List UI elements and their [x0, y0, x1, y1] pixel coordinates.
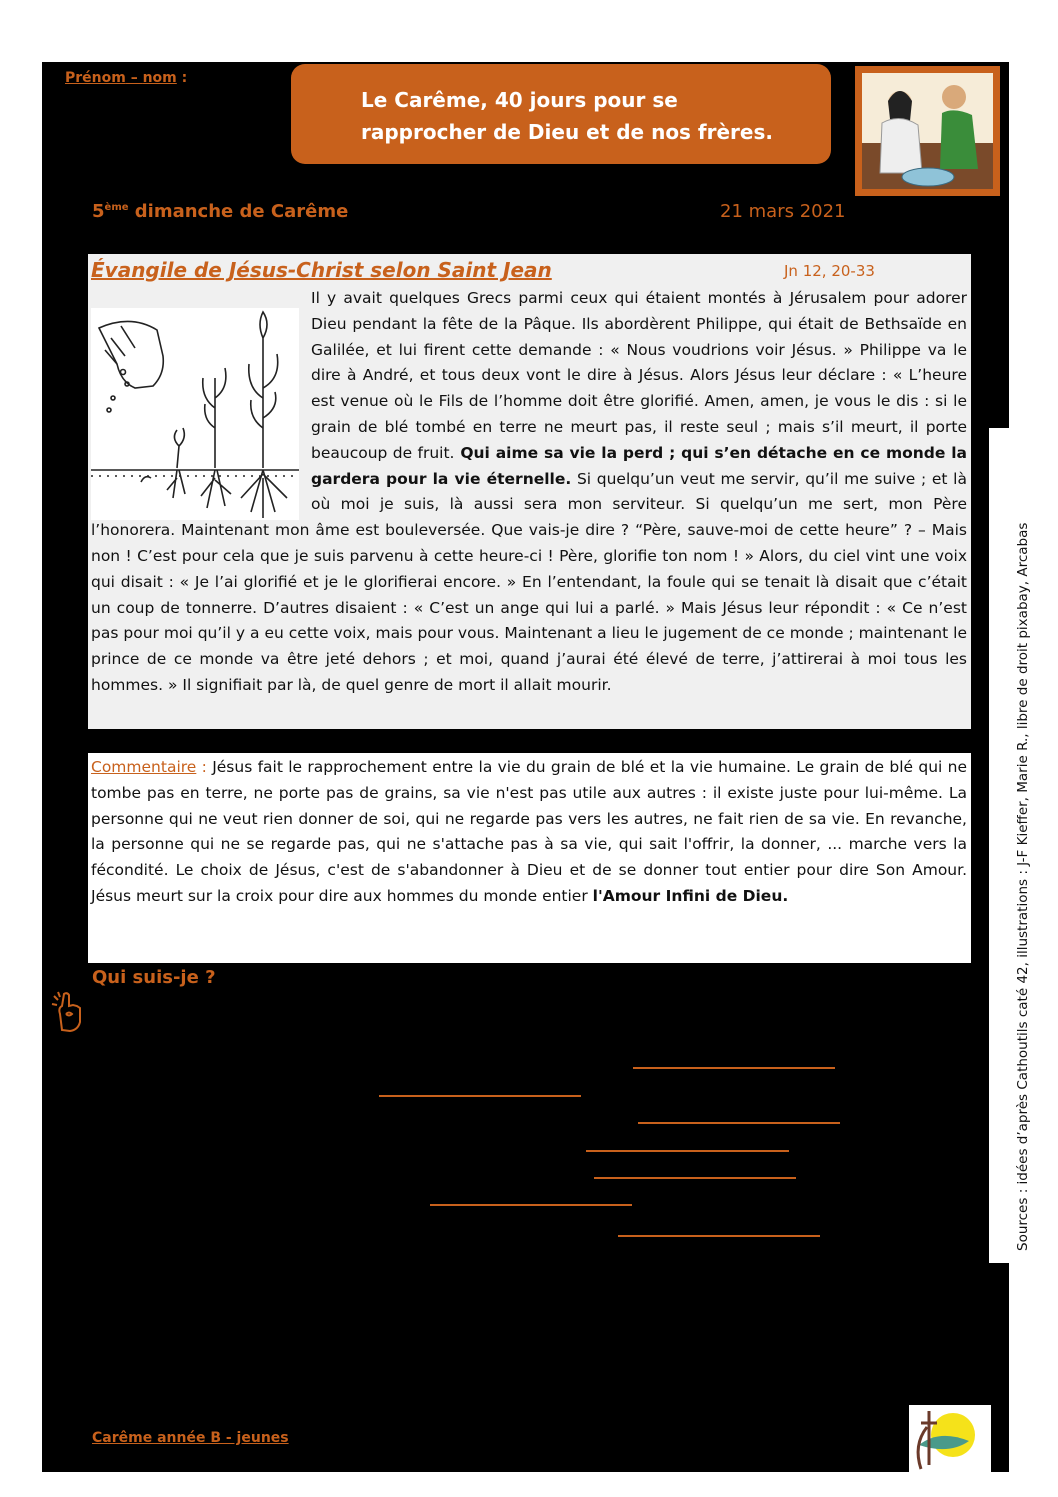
name-field-label: Prénom – nom : [65, 70, 188, 86]
cate-logo [909, 1405, 991, 1472]
answer-line[interactable] [618, 1235, 820, 1237]
title-line-1: Le Carême, 40 jours pour se [361, 88, 678, 112]
foot-washing-illustration [855, 66, 1000, 196]
quiz-title: Qui suis-je ? [92, 967, 216, 988]
gospel-section [88, 254, 971, 729]
commentary-label: Commentaire [91, 758, 197, 776]
page-title [291, 64, 831, 164]
gospel-reference: Jn 12, 20-33 [784, 262, 875, 280]
sources-text: Sources : idées d’après Cathoutils caté 42, illustrations : J-F Kieffer, Marie R., libre de droit pixabay, Arcabas [1015, 522, 1031, 1251]
answer-line[interactable] [379, 1095, 581, 1097]
answer-line[interactable] [586, 1150, 789, 1152]
commentary-section [88, 753, 971, 963]
answer-line[interactable] [638, 1122, 840, 1124]
hand-pointing-icon [50, 990, 86, 1032]
gospel-title: Évangile de Jésus-Christ selon Saint Jean [91, 258, 552, 282]
footer-label: Carême année B - jeunes [92, 1430, 289, 1446]
answer-line[interactable] [633, 1067, 835, 1069]
sunday-heading: 5ème dimanche de Carême [92, 201, 349, 222]
gospel-text: Il y avait quelques Grecs parmi ceux qui étaient montés à Jérusalem pour adorer Dieu pendant la fête de la Pâque. Ils abordèrent Philippe, qui était de Bethsaïde en Galilée, et lui firent cette demande : « Nous voudrions voir Jésus. » Philippe va le dire à André, et tous deux vont le dire à Jésus. Alors Jésus leur déclare : « L’heure est venue où le Fils de l’homme doit être glorifié. Amen, amen, je vous le dis : si le grain de blé tombé en terre ne meurt pas, il reste seul ; mais s’il meurt, il porte beaucoup de fruit. Qui aime sa vie la perd ; qui s’en détache en ce monde la gardera pour la vie éternelle. Si quelqu’un veut me servir, qu’il me suive ; et là où moi je suis, là aussi sera mon serviteur. Si quelqu’un me sert, mon Père l’honorera. Maintenant mon âme est bouleversée. Que vais-je dire ? “Père, sauve-moi de cette heure” ? – Mais non ! C’est pour cela que je suis parvenu à cette heure-ci ! Père, glorifie ton nom ! » Alors, du ciel vint une voix qui disait : « Je l’ai glorifié et je le glorifierai encore. » En l’entendant, la foule qui se tenait là disait que c’était un coup de tonnerre. D’autres disaient : « C’est un ange qui lui a parlé. » Mais Jésus leur répondit : « Ce n’est pas pour moi qu’il y a eu cette voix, mais pour vous. Maintenant a lieu le jugement de ce monde ; maintenant le prince de ce monde va être jeté dehors ; et moi, quand j’aurai été élevé de terre, j’attirerai à moi tous les hommes. » Il signifiait par là, de quel genre de mort il allait mourir. [91, 289, 968, 694]
answer-line[interactable] [430, 1204, 632, 1206]
commentary-text: Commentaire : Jésus fait le rapprochement entre la vie du grain de blé et la vie humaine. Le grain de blé qui ne tombe pas en terre, ne porte pas de grains, sa vie n'est pas utile aux autres : il existe juste pour lui-même. La personne qui ne veut rien donner de soi, qui ne regarde pas vers les autres, ne fait rien de sa vie. En revanche, la personne qui ne se regarde pas, qui ne s'attache pas à sa vie, qui sait l'offrir, la donner, ... marche vers la fécondité. Le choix de Jésus, c'est de s'abandonner à Dieu et de se donner tout entier pour dire Son Amour. Jésus meurt sur la croix pour dire aux hommes du monde entier l'Amour Infini de Dieu. [91, 758, 967, 905]
date-label: 21 mars 2021 [720, 201, 846, 222]
gospel-header [88, 254, 971, 284]
answer-line[interactable] [594, 1177, 796, 1179]
sources-sidebar [989, 428, 1033, 1263]
title-line-2: rapprocher de Dieu et de nos frères. [361, 120, 773, 144]
